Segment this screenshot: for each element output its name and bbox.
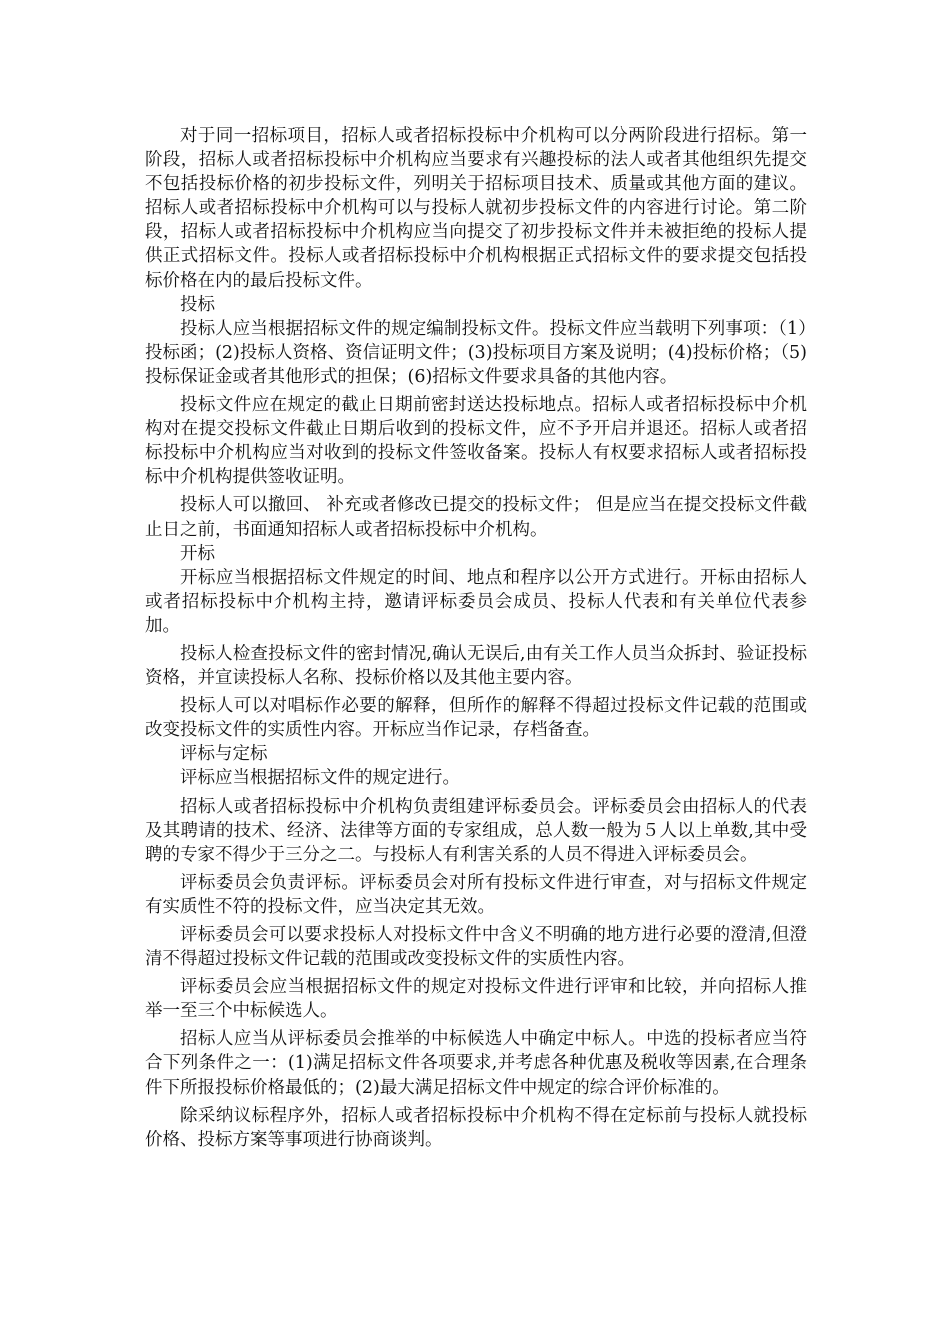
section-heading-evaluation: 评标与定标 bbox=[180, 744, 268, 765]
opening-paragraph-3: 投标人可以对唱标作必要的解释，但所作的解释不得超过投标文件记载的范围或改变投标文件的实质性内容。开标应当作记录，存档备查。 bbox=[145, 696, 807, 741]
bidding-paragraph-2: 投标文件应在规定的截止日期前密封送达投标地点。招标人或者招标投标中介机构对在提交投标文件截止日期后收到的投标文件，应不予开启并退还。招标人或者招标投标中介机构应当对收到的投标文件签收备案。投标人有权要求招标人或者招标投标中介机构提供签收证明。 bbox=[145, 395, 807, 488]
document-page bbox=[145, 124, 807, 1152]
bidding-paragraph-3: 投标人可以撤回、 补充或者修改已提交的投标文件； 但是应当在提交投标文件截止日之前，书面通知招标人或者招标投标中介机构。 bbox=[145, 495, 807, 540]
intro-paragraph: 对于同一招标项目，招标人或者招标投标中介机构可以分两阶段进行招标。第一阶段，招标人或者招标投标中介机构应当要求有兴趣投标的法人或者其他组织先提交不包括投标价格的初步投标文件，列明关于招标项目技术、质量或其他方面的建议。招标人或者招标投标中介机构可以与投标人就初步投标文件的内容进行讨论。第二阶段，招标人或者招标投标中介机构应当向提交了初步投标文件并未被拒绝的投标人提供正式招标文件。投标人或者招标投标中介机构根据正式招标文件的要求提交包括投标价格在内的最后投标文件。 bbox=[145, 126, 807, 291]
section-heading-opening: 开标 bbox=[180, 543, 215, 564]
evaluation-paragraph-6: 招标人应当从评标委员会推举的中标候选人中确定中标人。中选的投标者应当符合下列条件之一：(1)满足招标文件各项要求,并考虑各种优惠及税收等因素,在合理条件下所报投标价格最低的；(2)最大满足招标文件中规定的综合评价标准的。 bbox=[145, 1029, 807, 1098]
bidding-paragraph-1: 投标人应当根据招标文件的规定编制投标文件。投标文件应当载明下列事项：（1）投标函；(2)投标人资格、资信证明文件；(3)投标项目方案及说明；(4)投标价格；（5)投标保证金或者其他形式的担保；(6)招标文件要求具备的其他内容。 bbox=[145, 318, 807, 387]
evaluation-paragraph-1: 评标应当根据招标文件的规定进行。 bbox=[180, 768, 460, 789]
opening-paragraph-2: 投标人检查投标文件的密封情况,确认无误后,由有关工作人员当众拆封、验证投标资格，并宣读投标人名称、投标价格以及其他主要内容。 bbox=[145, 643, 807, 689]
evaluation-paragraph-2: 招标人或者招标投标中介机构负责组建评标委员会。评标委员会由招标人的代表及其聘请的技术、经济、法律等方面的专家组成，总人数一般为５人以上单数,其中受聘的专家不得少于三分之二。与投标人有利害关系的人员不得进入评标委员会。 bbox=[145, 796, 807, 865]
evaluation-paragraph-7: 除采纳议标程序外，招标人或者招标投标中介机构不得在定标前与投标人就投标价格、投标方案等事项进行协商谈判。 bbox=[145, 1105, 807, 1150]
evaluation-paragraph-5: 评标委员会应当根据招标文件的规定对投标文件进行评审和比较，并向招标人推举一至三个中标候选人。 bbox=[145, 977, 807, 1022]
evaluation-paragraph-3: 评标委员会负责评标。评标委员会对所有投标文件进行审查，对与招标文件规定有实质性不符的投标文件，应当决定其无效。 bbox=[145, 872, 807, 917]
evaluation-paragraph-4: 评标委员会可以要求投标人对投标文件中含义不明确的地方进行必要的澄清,但澄清不得超过投标文件记载的范围或改变投标文件的实质性内容。 bbox=[145, 925, 807, 970]
section-heading-bidding: 投标 bbox=[180, 294, 215, 315]
opening-paragraph-1: 开标应当根据招标文件规定的时间、地点和程序以公开方式进行。开标由招标人或者招标投标中介机构主持，邀请评标委员会成员、投标人代表和有关单位代表参加。 bbox=[145, 567, 807, 636]
